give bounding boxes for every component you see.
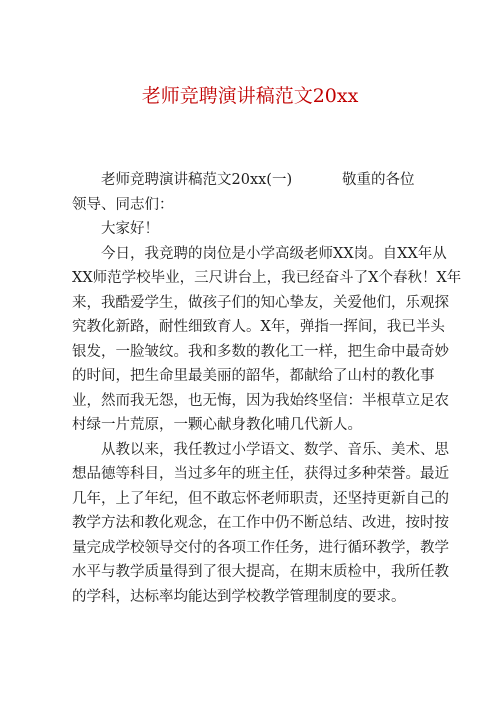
paragraph-line: 银发，一脸皱纹。我和多数的教化工一样，把生命中最奇妙 [72,343,449,360]
document-title: 老师竞聘演讲稿范文20xx [141,85,359,107]
paragraph-line: 来，我酷爱学生，做孩子们的知心挚友，关爱他们，乐观探 [72,294,449,311]
paragraph-line: 教学方法和教化观念，在工作中仍不断总结、改进，按时按 [72,515,449,531]
document-body [72,168,462,609]
opening-line: 大家好！ [101,221,159,237]
paragraph-line: 的学科，达标率均能达到学校教学管理制度的要求。 [72,588,406,605]
paragraph-line: 想品德等科目，当过多年的班主任，获得过多种荣誉。最近 [72,466,449,482]
subtitle-line [72,168,432,193]
paragraph-line: 水平与教学质量得到了很大提高，在期末质检中，我所任教 [72,564,449,580]
paragraph-line: XX师范学校毕业，三尺讲台上，我已经奋斗了X个春秋！X年 [72,270,462,286]
paragraph-1 [72,242,462,438]
paragraph-line: 业，然而我无怨，也无悔，因为我始终坚信：半根草立足农 [72,392,449,409]
paragraph-line: 村绿一片荒原，一颗心献身教化哺几代新人。 [72,417,362,433]
paragraph-line: 的时间，把生命里最美丽的韶华，都献给了山村的教化事 [72,368,435,384]
paragraph-line: 究教化新路，耐性细致育人。X年，弹指一挥间，我已半头 [72,319,445,335]
paragraph-line: 从教以来，我任教过小学语文、数学、音乐、美术、思 [101,441,449,458]
greeting-line: 领导、同志们： [72,196,174,213]
paragraph-line: 今日，我竞聘的岗位是小学高级老师XX岗。自XX年从 [101,245,447,262]
paragraph-line: 几年，上了年纪，但不敢忘怀老师职责，还坚持更新自己的 [72,490,449,507]
paragraph-2 [72,438,449,610]
document-subtitle: 老师竞聘演讲稿范文20xx(一) [101,172,293,188]
greeting-start: 敬重的各位 [342,172,415,188]
paragraph-line: 量完成学校领导交付的各项工作任务，进行循环教学，教学 [72,539,449,556]
